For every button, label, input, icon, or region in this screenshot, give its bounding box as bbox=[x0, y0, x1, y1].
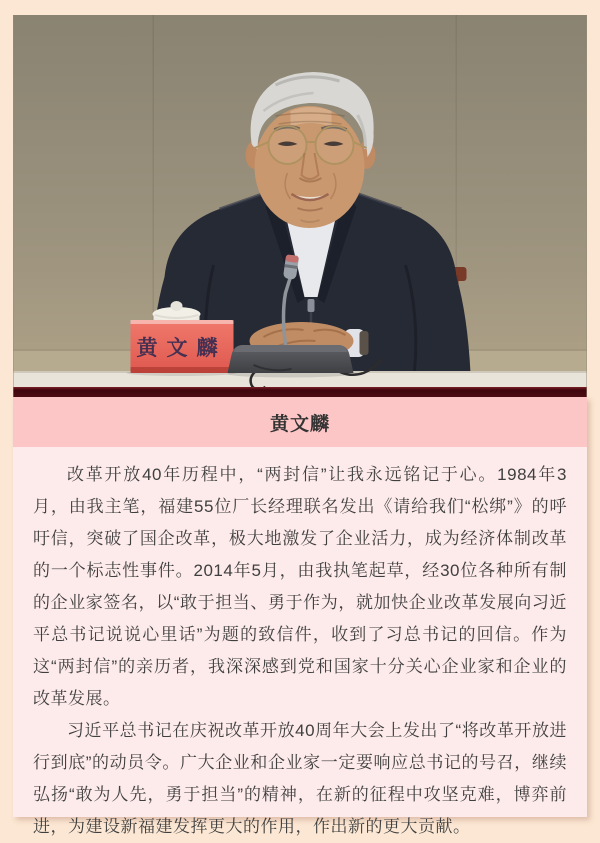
page-title: 黄文麟 bbox=[269, 413, 330, 435]
mic-base bbox=[228, 345, 354, 373]
wall-seam-left bbox=[153, 15, 155, 353]
article-paragraph: 改革开放40年历程中，“两封信”让我永远铭记于心。1984年3月，由我主笔，福建55位厂长经理联名发出《请给我们“松绑”》的呼吁信，突破了国企改革，极大地激发了企业活力，成为经济体制改革的一个标志性事件。2014年5月，由我执笔起草，经30位各种所有制的企业家签名，以“敢于担当、勇于作为，就加快企业改革发展向习近平总书记说说心里话”为题的致信件，收到了习总书记的回信。作为这“两封信”的亲历者，我深深感到党和国家十分关心企业家和企业的改革发展。 bbox=[33, 465, 567, 708]
table-skirt bbox=[14, 387, 587, 397]
article-body bbox=[13, 447, 587, 836]
watch bbox=[360, 331, 369, 355]
article-paragraph: 习近平总书记在庆祝改革开放40周年大会上发出了“将改革开放进行到底”的动员令。广大企业和企业家一定要响应总书记的号召，继续弘扬“敢为人先，勇于担当”的精神，在新的征程中攻坚克难，博弈前进，为建设新福建发挥更大的作用，作出新的更大贡献。 bbox=[33, 721, 567, 836]
photo-illustration bbox=[13, 15, 587, 397]
name-placard bbox=[131, 320, 234, 373]
speaker-name-heading bbox=[13, 397, 587, 447]
zipper-pull bbox=[308, 299, 315, 312]
content-panel bbox=[13, 397, 587, 836]
placard-text: 黄文麟 bbox=[136, 335, 227, 360]
article-card bbox=[13, 15, 587, 836]
